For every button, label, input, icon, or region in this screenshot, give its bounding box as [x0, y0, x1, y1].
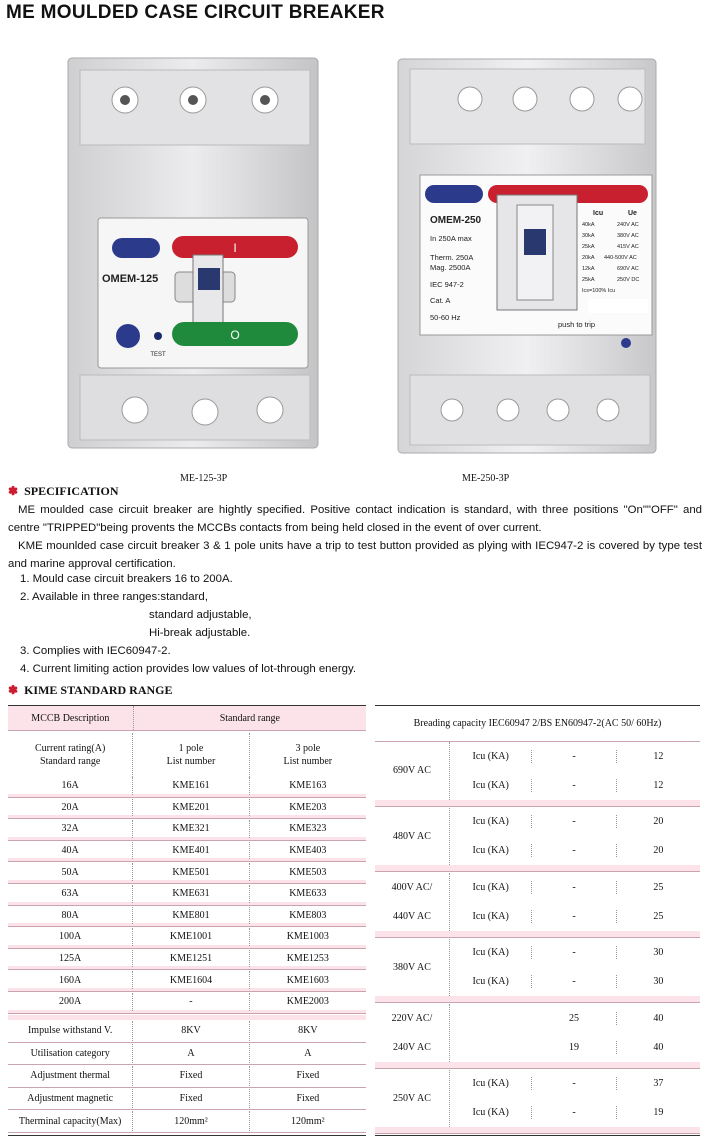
capacity-value: 40 [653, 1041, 664, 1053]
rating-icu: 25kA [582, 244, 595, 250]
property-label: Therminal capacity(Max) [8, 1111, 133, 1131]
pole1-value: 8KV [133, 1021, 249, 1041]
capacity-value: 20 [653, 845, 664, 857]
pole3-cell: KME2003 [286, 996, 329, 1008]
pole1-cell: KME321 [133, 820, 249, 838]
capacity-row [450, 1037, 700, 1057]
col-header-standard-range: Standard range [219, 712, 280, 724]
icu-label: Icu (KA) [450, 946, 532, 959]
pole3-value: 120mm² [291, 1115, 325, 1127]
range-heading [8, 683, 173, 698]
spec-item-1: 1. Mould case circuit breakers 16 to 200A. [20, 573, 233, 585]
off-label: O [230, 328, 240, 342]
voltage-label: 400V AC/ [391, 881, 433, 893]
ue-head: Ue [628, 210, 637, 217]
voltage-cell [375, 808, 450, 866]
rating-cell: 100A [8, 928, 133, 946]
rating-cell: 16A [8, 777, 133, 795]
voltage-label: 240V AC [393, 1041, 431, 1053]
pole3-cell: KME503 [289, 866, 327, 878]
icu-label: Icu (KA) [450, 1077, 532, 1090]
table-header-row [8, 706, 366, 730]
table-row [8, 885, 366, 903]
voltage-group [375, 742, 700, 800]
spec-paragraph-2: KME mounlded case circuit breaker 3 & 1 pole units have a trip to test button provided as plying with IEC947-2 is covered by type test and marine approval certification. [8, 540, 702, 570]
rating-cell: 80A [8, 907, 133, 925]
rating-cell: 200A [8, 993, 133, 1011]
breaker-250-image [390, 55, 662, 460]
table-row [8, 928, 366, 946]
property-label: Utilisation category [8, 1044, 133, 1064]
pole3-cell: KME633 [289, 888, 327, 900]
test-label: TEST [150, 352, 166, 358]
property-row [8, 1089, 366, 1109]
voltage-cell [375, 1070, 450, 1128]
capacity-value: - [532, 946, 616, 959]
caption-250: ME-250-3P [462, 473, 510, 484]
capacity-value: - [532, 1077, 616, 1090]
table-row [8, 799, 366, 817]
capacity-value: 12 [653, 750, 664, 762]
pole3-cell: KME1603 [286, 974, 329, 986]
capacity-value: 37 [653, 1078, 664, 1090]
table-row [8, 950, 366, 968]
rating-icu: 12kA [582, 266, 595, 272]
icu-label: Icu (KA) [450, 844, 532, 857]
table-row [8, 907, 366, 925]
spec-item-2b: standard adjustable, [149, 609, 252, 621]
voltage-group [375, 1070, 700, 1128]
icu-label: Icu (KA) [450, 975, 532, 988]
icu-label: Icu (KA) [450, 1106, 532, 1119]
capacity-value: - [532, 779, 616, 792]
capacity-value: - [532, 815, 616, 828]
breaking-header-row [375, 706, 700, 740]
caption-125: ME-125-3P [180, 473, 228, 484]
spec-line-5: Cat. A [430, 296, 451, 305]
pole1-cell: KME801 [133, 907, 249, 925]
rating-cell: 40A [8, 842, 133, 860]
pole1-value: 120mm² [133, 1111, 249, 1131]
spec-item-3: 3. Complies with IEC60947-2. [20, 645, 171, 657]
voltage-cell [375, 1004, 450, 1062]
capacity-value: - [532, 750, 616, 763]
table-row [8, 863, 366, 881]
rating-ue: 380V AC [617, 233, 639, 239]
spec-line-1: In 250A max [430, 234, 472, 243]
rating-icu: 30kA [582, 233, 595, 239]
spec-line-3: Mag. 2500A [430, 263, 471, 272]
rating-icu: 25kA [582, 277, 595, 283]
voltage-cell [375, 873, 450, 931]
pole1-cell: KME401 [133, 842, 249, 860]
capacity-value: 25 [653, 881, 664, 893]
rating-ue: 240V AC [617, 222, 639, 228]
pole3-cell: KME1003 [286, 931, 329, 943]
rating-icu: 40kA [582, 222, 595, 228]
rating-cell: 32A [8, 820, 133, 838]
table-row [8, 971, 366, 989]
capacity-row [450, 746, 700, 766]
rating-cell: 63A [8, 885, 133, 903]
property-row [8, 1044, 366, 1064]
capacity-value: 12 [653, 779, 664, 791]
rating-cell: 50A [8, 863, 133, 881]
rating-cell: 20A [8, 799, 133, 817]
capacity-row [450, 1008, 700, 1028]
capacity-row [450, 877, 700, 897]
capacity-value: 20 [653, 816, 664, 828]
capacity-value: - [532, 975, 616, 988]
pole1-cell: KME161 [133, 777, 249, 795]
property-label: Impulse withstand V. [8, 1021, 133, 1041]
pole3-cell: KME163 [289, 780, 327, 792]
property-row [8, 1066, 366, 1086]
voltage-group [375, 808, 700, 866]
ics-note: Ics=100% Icu [582, 288, 616, 294]
rating-cell: 160A [8, 971, 133, 989]
col-header-description: MCCB Description [8, 706, 134, 730]
rating-ue: 440-500V AC [604, 255, 637, 261]
pole3-cell: KME203 [289, 801, 327, 813]
voltage-label: 440V AC [393, 910, 431, 922]
model-label-125: OMEM-125 [102, 273, 159, 285]
pole1-cell: KME501 [133, 863, 249, 881]
table-row [8, 820, 366, 838]
voltage-group [375, 939, 700, 997]
pole1-cell: KME1251 [133, 950, 249, 968]
subheader-3pole: 3 pole List number [283, 743, 333, 767]
pole3-value: Fixed [296, 1070, 320, 1082]
icu-label: Icu (KA) [450, 779, 532, 792]
rating-icu: 20kA [582, 255, 595, 261]
pole3-cell: KME803 [289, 909, 327, 921]
voltage-label: 220V AC/ [391, 1012, 433, 1024]
rating-ue: 415V AC [617, 244, 639, 250]
icu-label: Icu (KA) [450, 881, 532, 894]
rating-ue: 690V AC [617, 266, 639, 272]
asterisk-icon: ✽ [8, 484, 19, 498]
capacity-value: 40 [653, 1012, 664, 1024]
icu-label: Icu (KA) [450, 815, 532, 828]
capacity-value: 25 [653, 910, 664, 922]
voltage-label: 690V AC [393, 765, 431, 777]
capacity-value: - [532, 881, 616, 894]
spec-line-6: 50-60 Hz [430, 313, 461, 322]
specification-heading [8, 484, 119, 499]
page-title: ME MOULDED CASE CIRCUIT BREAKER [6, 2, 385, 23]
pole1-cell: KME1001 [133, 928, 249, 946]
breaking-header: Breading capacity IEC60947 2/BS EN60947-2(AC 50/ 60Hz) [413, 717, 662, 729]
capacity-row [450, 841, 700, 861]
capacity-value: 19 [532, 1041, 616, 1054]
capacity-value: 19 [653, 1107, 664, 1119]
capacity-value: - [532, 844, 616, 857]
spec-item-4: 4. Current limiting action provides low values of lot-through energy. [20, 663, 356, 675]
voltage-group [375, 1004, 700, 1062]
capacity-value: 30 [653, 976, 664, 988]
spec-item-2: 2. Available in three ranges:standard, [20, 591, 208, 603]
capacity-value: - [532, 1106, 616, 1119]
model-label-250: OMEM-250 [430, 215, 482, 226]
capacity-row [450, 943, 700, 963]
pole1-value: Fixed [133, 1066, 249, 1086]
property-row [8, 1111, 366, 1131]
pole1-value: A [133, 1044, 249, 1064]
spec-paragraph-1: ME moulded case circuit breaker are hightly specified. Positive contact indication is standard, with three positions "On""OFF" and centre "TRIPPED"being provents the MCCBs contacts from being held closed in the event of over current. [8, 504, 702, 534]
voltage-label: 480V AC [393, 830, 431, 842]
pole1-cell: KME201 [133, 799, 249, 817]
capacity-value: 30 [653, 947, 664, 959]
icu-label: Icu (KA) [450, 750, 532, 763]
capacity-row [450, 906, 700, 926]
subheader-1pole: 1 pole List number [133, 733, 249, 777]
spec-line-4: IEC 947-2 [430, 280, 464, 289]
voltage-label: 380V AC [393, 961, 431, 973]
table-row [8, 777, 366, 795]
voltage-cell [375, 742, 450, 800]
specification-title: SPECIFICATION [24, 484, 119, 498]
pole3-value: Fixed [296, 1093, 320, 1105]
capacity-row [450, 812, 700, 832]
on-label: I [233, 241, 237, 255]
pole1-cell: KME1604 [133, 971, 249, 989]
pole1-value: Fixed [133, 1089, 249, 1109]
range-title: KIME STANDARD RANGE [24, 683, 173, 697]
subheader-current: Current rating(A) Standard range [8, 733, 133, 777]
pole1-cell: - [133, 993, 249, 1011]
capacity-row [450, 775, 700, 795]
property-label: Adjustment thermal [8, 1066, 133, 1086]
table-row [8, 993, 366, 1011]
icu-label: Icu (KA) [450, 910, 532, 923]
voltage-cell [375, 939, 450, 997]
spec-item-2c: Hi-break adjustable. [149, 627, 251, 639]
rating-ue: 250V DC [617, 277, 640, 283]
breaker-125-image [60, 50, 330, 455]
pole3-value: 8KV [298, 1025, 318, 1037]
push-to-trip-label: push to trip [558, 320, 596, 329]
spec-line-2: Therm. 250A [430, 253, 474, 262]
capacity-row [450, 1074, 700, 1094]
voltage-group [375, 873, 700, 931]
table-subheader-row [8, 733, 366, 777]
pole3-cell: KME1253 [286, 953, 329, 965]
pole3-cell: KME323 [289, 823, 327, 835]
pole3-cell: KME403 [289, 845, 327, 857]
asterisk-icon: ✽ [8, 683, 19, 697]
pole1-cell: KME631 [133, 885, 249, 903]
voltage-label: 250V AC [393, 1092, 431, 1104]
pole3-value: A [304, 1047, 312, 1059]
capacity-value: - [532, 910, 616, 923]
capacity-row [450, 972, 700, 992]
capacity-value: 25 [532, 1012, 616, 1025]
icu-head: Icu [593, 210, 604, 217]
capacity-row [450, 1103, 700, 1123]
property-label: Adjustment magnetic [8, 1089, 133, 1109]
rating-cell: 125A [8, 950, 133, 968]
property-row [8, 1021, 366, 1041]
table-row [8, 842, 366, 860]
